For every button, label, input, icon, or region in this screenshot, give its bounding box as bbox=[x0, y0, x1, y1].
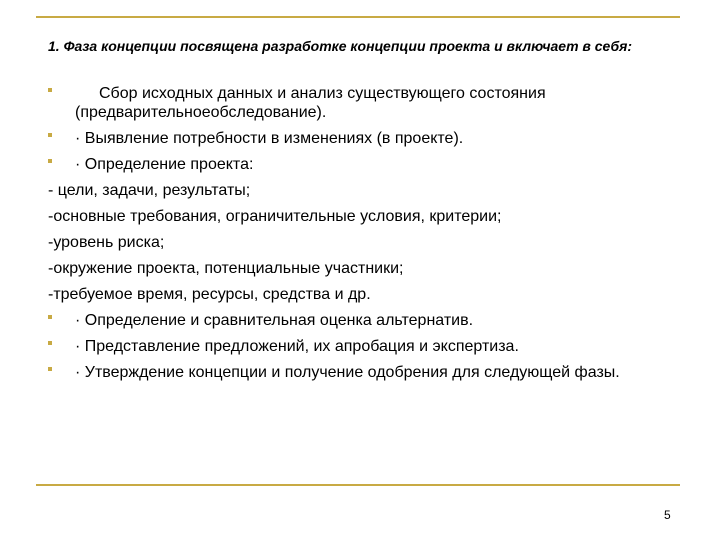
bullet-item bbox=[48, 337, 688, 356]
bullet-item-text: Сбор исходных данных и анализ существующего состояния (предварительноеобследование). bbox=[75, 85, 546, 121]
bullet-item-text: · Утверждение концепции и получение одобрения для следующей фазы. bbox=[75, 364, 620, 381]
sub-item: -уровень риска; bbox=[48, 234, 165, 251]
bottom-divider bbox=[36, 484, 680, 486]
sub-item: - цели, задачи, результаты; bbox=[48, 182, 251, 199]
slide-content bbox=[48, 84, 688, 389]
page-number: 5 bbox=[664, 508, 671, 522]
bullet-item-text: · Представление предложений, их апробация и экспертиза. bbox=[75, 338, 519, 355]
square-bullet-icon bbox=[48, 367, 52, 371]
top-divider bbox=[36, 16, 680, 18]
square-bullet-icon bbox=[48, 88, 52, 92]
bullet-item-text: · Выявление потребности в изменениях (в проекте). bbox=[75, 130, 464, 147]
bullet-item bbox=[48, 84, 688, 122]
bullet-item-text: · Определение и сравнительная оценка альтернатив. bbox=[75, 312, 474, 329]
bullet-item bbox=[48, 155, 688, 174]
bullet-item-text: · Определение проекта: bbox=[75, 156, 254, 173]
bullet-item bbox=[48, 129, 688, 148]
bullet-item bbox=[48, 311, 688, 330]
slide-title: 1. Фаза концепции посвящена разработке концепции проекта и включает в себя: bbox=[48, 38, 633, 54]
square-bullet-icon bbox=[48, 341, 52, 345]
square-bullet-icon bbox=[48, 159, 52, 163]
square-bullet-icon bbox=[48, 315, 52, 319]
sub-item: -основные требования, ограничительные условия, критерии; bbox=[48, 208, 502, 225]
bullet-item bbox=[48, 363, 688, 382]
sub-item: -требуемое время, ресурсы, средства и др. bbox=[48, 286, 371, 303]
square-bullet-icon bbox=[48, 133, 52, 137]
sub-item: -окружение проекта, потенциальные участники; bbox=[48, 260, 404, 277]
